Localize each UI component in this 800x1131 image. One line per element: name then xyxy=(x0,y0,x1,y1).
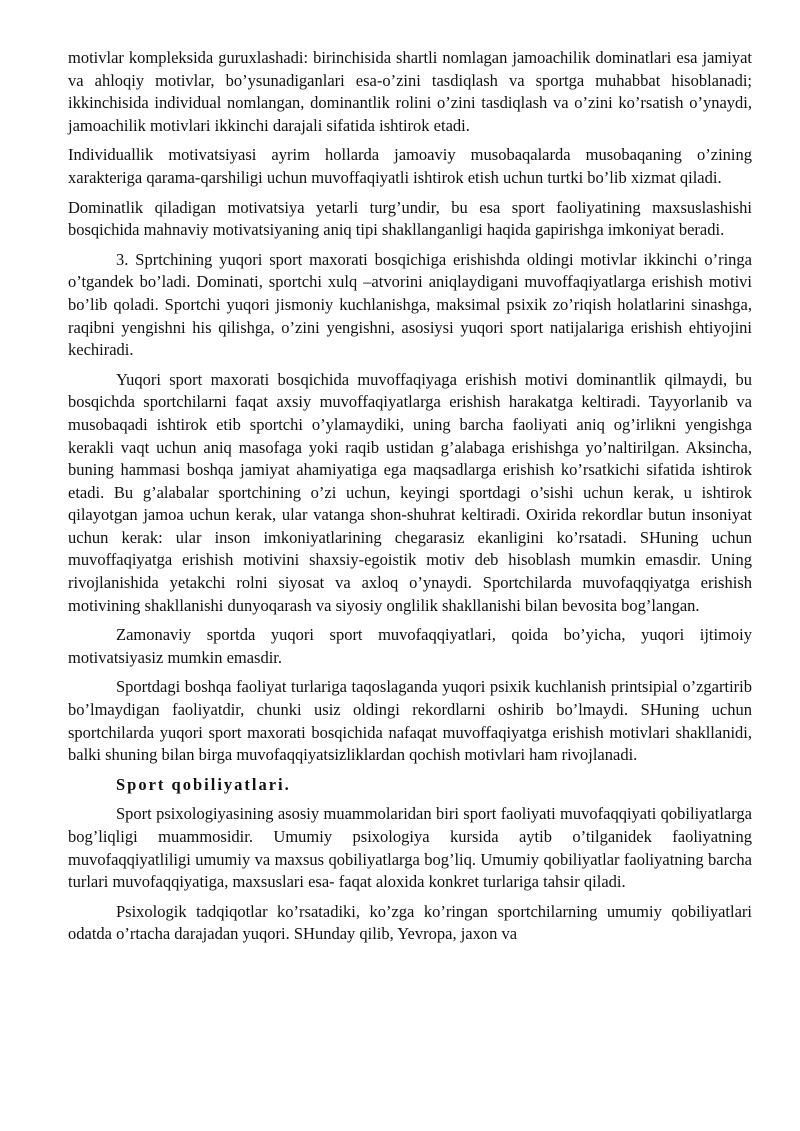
paragraph-4: 3. Sprtchining yuqori sport maxorati bosqichiga erishishda oldingi motivlar ikkinchi o’ringa o’tgandek bo’ladi. Dominati, sportchi xulq –atvorini aniqlaydigani muvoffaqiyatlarga erishish motivi bo’lib qoladi. Sportchi yuqori jismoniy kuchlanishga, maksimal psixik zo’riqish holatlarini sinashga, raqibni yengishni his qilishga, o’zini yengishni, asosiysi yuqori sport natijalariga erishish ehtiyojini kechiradi. xyxy=(68,249,752,360)
paragraph-5: Yuqori sport maxorati bosqichida muvoffaqiyaga erishish motivi dominantlik qilmaydi, bu bosqichda sportchilarni faqat axsiy muvoffaqiyatlarga erishish harakatga keltiradi. Tayyorlanib va musobaqadi ishtirok etib sportchi o’ylamaydiki, uning barcha faoliyati aniq og’irlikni yengishga kerakli vaqt uchun aniq masofaga yoki raqib ustidan g’alabaga erishishga yo’naltirilgan. Aksincha, buning hammasi boshqa jamiyat ahamiyatiga ega maqsadlarga erishish ko’rsatkichi sifatida ishtirok etadi. Bu g’alabalar sportchining o’zi uchun, keyingi sportdagi o’sishi uchun kerak, u ishtirok qilayotgan jamoa uchun kerak, ular vatanga shon-shuhrat keltiradi. Oxirida rekordlar butun insoniyat uchun kerak: ular inson imkoniyatlarining chegarasiz ekanligini ko’rsatadi. SHuning uchun muvoffaqiyatga erishish motivini shaxsiy-egoistik motiv deb hisoblash mumkin emasdir. Uning rivojlanishida yetakchi rolni siyosat va axloq o’ynaydi. Sportchilarda muvofaqqiyatga erishish motivining shakllanishi dunyoqarash va siyosiy onglilik shakllanishi bilan bevosita bog’langan. xyxy=(68,369,752,615)
paragraph-8: Sport psixologiyasining asosiy muammolaridan biri sport faoliyati muvofaqqiyati qobiliyatlarga bog’liqligi muammosidir. Umumiy psixologiya kursida aytib o’tilganidek faoliyatning muvofaqqiyatliligi umumiy va maxsus qobiliyatlarga bog’liq. Umumiy qobiliyatlar faoliyatning barcha turlari muvofaqqiyatiga, maxsuslari esa- faqat aloxida konkret turlariga tahsir qiladi. xyxy=(68,804,752,892)
paragraph-7: Sportdagi boshqa faoliyat turlariga taqoslaganda yuqori psixik kuchlanish printsipial o’zgartirib bo’lmaydigan faoliyatdir, chunki usiz oldingi rekordlarni oshirib bo’lmaydi. SHuning uchun sportchilarda yuqori sport maxorati bosqichida nafaqat muvoffaqiyatga erishish motivlari shakllanidi, balki shuning bilan birga muvofaqqiyatsizliklardan qochish motivlari ham rivojlanadi. xyxy=(68,677,752,765)
section-heading: Sport qobiliyatlari. xyxy=(116,774,291,794)
paragraph-9: Psixologik tadqiqotlar ko’rsatadiki, ko’zga ko’ringan sportchilarning umumiy qobiliyatlari odatda o’rtacha darajadan yuqori. SHunday qilib, Yevropa, jaxon va xyxy=(68,901,752,944)
paragraph-3: Dominatlik qiladigan motivatsiya yetarli turg’undir, bu esa sport faoliyatining maxsuslashishi bosqichida mahnaviy motivatsiyaning aniq tipi shakllanganligi haqida gapirishga imkoniyat beradi. xyxy=(68,197,752,240)
paragraph-2: Individuallik motivatsiyasi ayrim hollarda jamoaviy musobaqalarda musobaqaning o’zining xarakteriga qarama-qarshiligi uchun muvoffaqiyatli ishtirok etish uchun turtki bo’lib xizmat qiladi. xyxy=(68,145,752,187)
paragraph-1: motivlar kompleksida guruxlashadi: birinchisida shartli nomlagan jamoachilik dominatlari esa jamiyat va ahloqiy motivlar, bo’ysunadiganlari esa-o’zini tasdiqlash va sportga muhabbat hisoblanadi; ikkinchisida individual nomlangan, dominantlik rolini o’zini tasdiqlash va o’zini ko’rsatish o’ynaydi, jamoachilik motivlari ikkinchi darajali sifatida ishtirok etadi. xyxy=(68,48,752,135)
paragraph-6: Zamonaviy sportda yuqori sport muvofaqqiyatlari, qoida bo’yicha, yuqori ijtimoiy motivatsiyasiz mumkin emasdir. xyxy=(68,625,752,667)
document-page xyxy=(68,47,752,953)
